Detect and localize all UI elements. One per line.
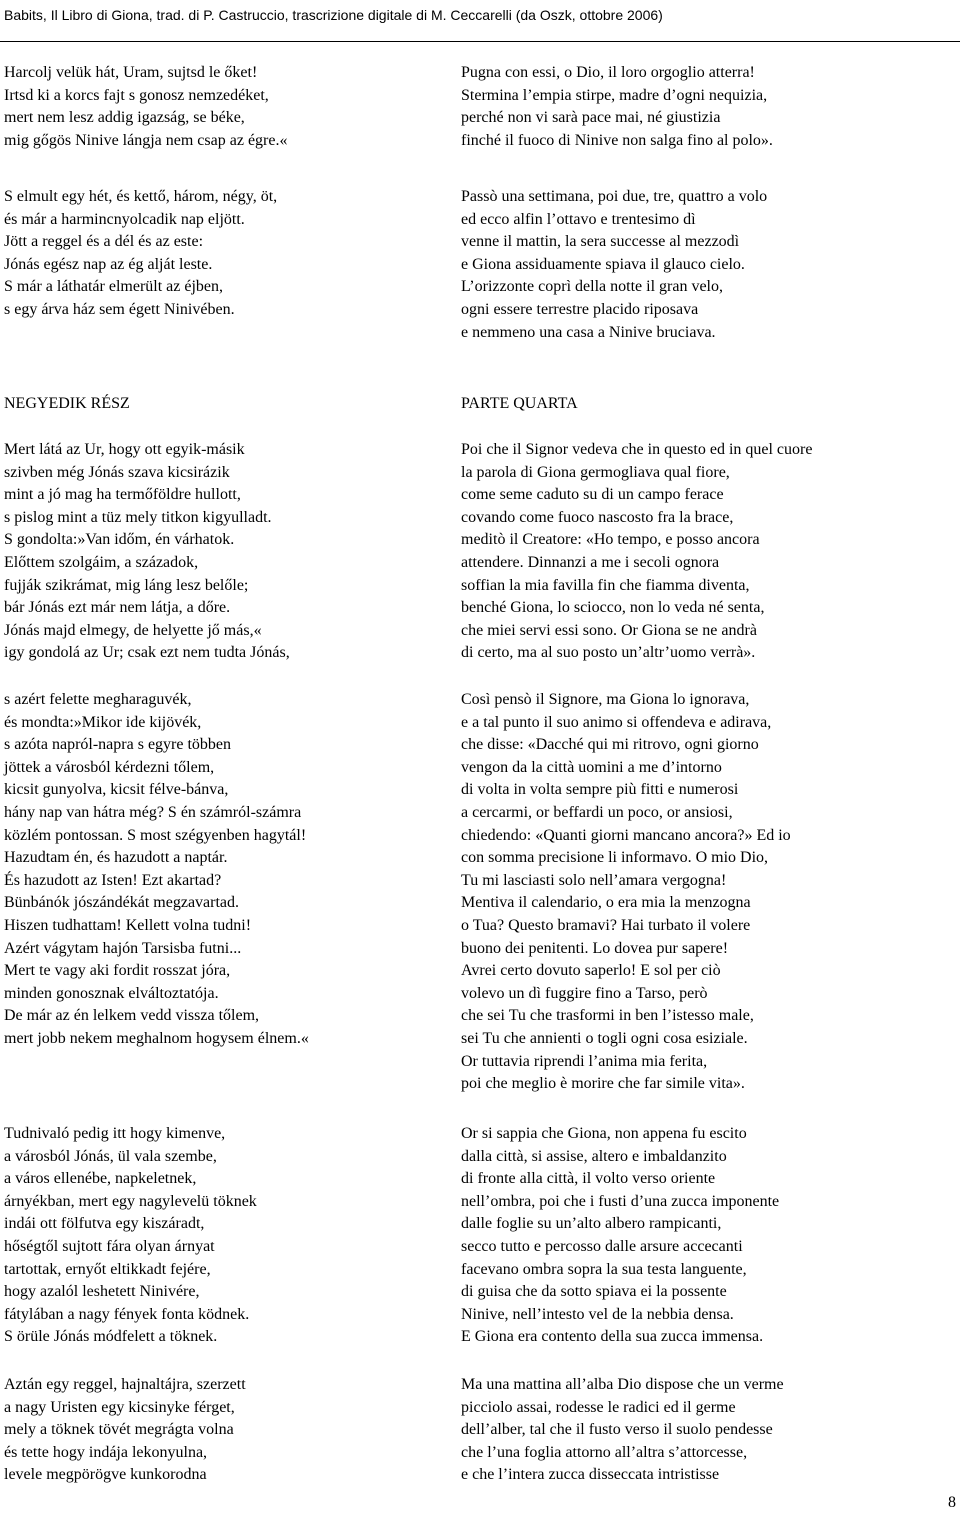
verse-line: e a tal punto il suo animo si offendeva e adirava, xyxy=(461,713,772,731)
verse-line: Jónás egész nap az ég alját leste. xyxy=(4,255,213,273)
verse-line: fátylában a nagy fények fonta ködnek. xyxy=(4,1305,250,1323)
verse-line: poi che meglio è morire che far simile vita». xyxy=(461,1075,745,1093)
verse-line: s pislog mint a tüz mely titkon kigyulladt. xyxy=(4,508,272,526)
verse-line: kicsit gunyolva, kicsit félve-bánva, xyxy=(4,781,229,799)
verse-line: perché non vi sarà pace mai, né giustizia xyxy=(461,109,721,127)
verse-line: di guisa che da sotto spiava ei la possente xyxy=(461,1283,727,1301)
verse-line: hőségtől sujtott fára olyan árnyat xyxy=(4,1237,215,1255)
verse-line: a városból Jónás, ül vala szembe, xyxy=(4,1147,217,1165)
verse-line: mert nem lesz addig igazság, se béke, xyxy=(4,109,245,127)
verse-line: a nagy Uristen egy kicsinyke férget, xyxy=(4,1398,235,1416)
it-stanza xyxy=(461,439,812,665)
verse-line: Poi che il Signor vedeva che in questo ed in quel cuore xyxy=(461,441,813,458)
verse-line: Mert látá az Ur, hogy ott egyik-másik xyxy=(4,441,245,458)
verse-line: Pugna con essi, o Dio, il loro orgoglio atterra! xyxy=(461,64,755,81)
verse-line: hogy azalól leshetett Ninivére, xyxy=(4,1283,200,1301)
verse-line: szivben még Jónás szava kicsirázik xyxy=(4,463,230,481)
verse-line: mely a töknek tövét megrágta volna xyxy=(4,1421,234,1439)
verse-line: volevo un dì fuggire fino a Tarso, però xyxy=(461,984,708,1002)
verse-line: secco tutto e percosso dalle arsure accecanti xyxy=(461,1237,743,1255)
verse-line: Hazudtam én, és hazudott a naptár. xyxy=(4,849,228,867)
verse-line: és tette hogy indája lekonyulna, xyxy=(4,1443,208,1461)
verse-line: És hazudott az Isten! Ezt akartad? xyxy=(4,871,222,889)
verse-line: indái ott fölfutva egy kiszáradt, xyxy=(4,1215,205,1233)
verse-line: bár Jónás ezt már nem látja, a dőre. xyxy=(4,599,231,617)
verse-line: benché Giona, lo sciocco, non lo veda né senta, xyxy=(461,599,765,617)
verse-line: Così pensò il Signore, ma Giona lo ignorava, xyxy=(461,691,750,708)
verse-line: finché il fuoco di Ninive non salga fino al polo». xyxy=(461,131,773,149)
verse-line: facevano ombra sopra la sua testa languente, xyxy=(461,1260,747,1278)
verse-line: dell’alber, tal che il fusto verso il suolo pendesse xyxy=(461,1421,773,1439)
verse-line: levele megpörögve kunkorodna xyxy=(4,1466,207,1484)
verse-line: jöttek a városból kérdezni tőlem, xyxy=(4,758,215,776)
verse-line: Mert te vagy aki fordit rosszat jóra, xyxy=(4,962,231,980)
verse-line: minden gonosznak elváltoztatója. xyxy=(4,984,219,1002)
verse-line: Ma una mattina all’alba Dio dispose che un verme xyxy=(461,1376,784,1393)
verse-line: mint a jó mag ha termőföldre hullott, xyxy=(4,486,241,504)
hu-stanza xyxy=(4,1123,257,1349)
verse-line: fujják szikrámat, mig láng lesz belőle; xyxy=(4,576,249,594)
verse-line: che miei servi essi sono. Or Giona se ne andrà xyxy=(461,621,757,639)
page-number: 8 xyxy=(948,1494,956,1511)
verse-line: di fronte alla città, il volto verso oriente xyxy=(461,1170,716,1188)
verse-line: meditò il Creatore: «Ho tempo, e posso ancora xyxy=(461,531,760,549)
verse-line: E Giona era contento della sua zucca immensa. xyxy=(461,1328,764,1346)
verse-line: covando come fuoco nascosto fra la brace, xyxy=(461,508,734,526)
verse-line: Azért vágytam hajón Tarsisba futni... xyxy=(4,939,242,957)
document-header: Babits, Il Libro di Giona, trad. di P. Castruccio, trascrizione digitale di M. Ceccarelli (da Oszk, ottobre 2006) xyxy=(4,7,663,23)
verse-line: Or si sappia che Giona, non appena fu escito xyxy=(461,1125,747,1142)
verse-line: mert jobb nekem meghalnom hogysem élnem.« xyxy=(4,1029,309,1047)
verse-line: Előttem szolgáim, a századok, xyxy=(4,553,199,571)
verse-line: hány nap van hátra még? S én számról-számra xyxy=(4,803,302,821)
verse-line: mig gőgös Ninive lángja nem csap az égre.« xyxy=(4,131,288,149)
verse-line: De már az én lelkem vedd vissza tőlem, xyxy=(4,1007,260,1025)
verse-line: Jött a reggel és a dél és az este: xyxy=(4,233,204,251)
verse-line: attendere. Dinnanzi a me i secoli ognora xyxy=(461,553,720,571)
verse-line: Aztán egy reggel, hajnaltájra, szerzett xyxy=(4,1376,246,1393)
verse-line: árnyékban, mert egy nagylevelü töknek xyxy=(4,1192,257,1210)
it-stanza xyxy=(461,1123,779,1349)
verse-line: és már a harmincnyolcadik nap eljött. xyxy=(4,210,245,228)
verse-line: con somma precisione li informavo. O mio Dio, xyxy=(461,849,769,867)
verse-line: ogni essere terrestre placido riposava xyxy=(461,300,699,318)
verse-line: e Giona assiduamente spiava il glauco cielo. xyxy=(461,255,745,273)
verse-line: come seme caduto su di un campo ferace xyxy=(461,486,724,504)
verse-line: a város ellenébe, napkeletnek, xyxy=(4,1170,197,1188)
hu-stanza xyxy=(4,186,277,322)
verse-line: S örüle Jónás módfelett a töknek. xyxy=(4,1328,218,1346)
verse-line: Tu mi lasciasti solo nell’amara vergogna! xyxy=(461,871,727,889)
verse-line: soffian la mia favilla fin che fiamma diventa, xyxy=(461,576,750,594)
verse-line: Tudnivaló pedig itt hogy kimenve, xyxy=(4,1125,226,1142)
verse-line: Jónás majd elmegy, de helyette jő más,« xyxy=(4,621,262,639)
verse-line: Stermina l’empia stirpe, madre d’ogni nequizia, xyxy=(461,86,768,104)
verse-line: Or tuttavia riprendi l’anima mia ferita, xyxy=(461,1052,708,1070)
verse-line: di volta in volta sempre più fitti e numerosi xyxy=(461,781,739,799)
verse-line: igy gondolá az Ur; csak ezt nem tudta Jónás, xyxy=(4,644,290,662)
verse-line: s azért felette megharaguvék, xyxy=(4,691,192,708)
verse-line: dalle foglie su un’alto albero rampicanti, xyxy=(461,1215,722,1233)
verse-line: Ninive, nell’intesto vel de la nebbia densa. xyxy=(461,1305,734,1323)
verse-line: tartottak, ernyőt eltikkadt fejére, xyxy=(4,1260,211,1278)
verse-line: Irtsd ki a korcs fajt s gonosz nemzedéket, xyxy=(4,86,269,104)
hu-stanza xyxy=(4,62,287,152)
hu-section-heading: NEGYEDIK RÉSZ xyxy=(4,395,130,412)
verse-line: nell’ombra, poi che i fusti d’una zucca imponente xyxy=(461,1192,780,1210)
verse-line: Hiszen tudhattam! Kellett volna tudni! xyxy=(4,916,252,934)
it-section-heading: PARTE QUARTA xyxy=(461,395,578,412)
verse-line: S gondolta:»Van időm, én várhatok. xyxy=(4,531,235,549)
it-stanza xyxy=(461,186,767,344)
verse-line: di certo, ma al suo posto un’altr’uomo verrà». xyxy=(461,644,756,662)
verse-line: Harcolj velük hát, Uram, sujtsd le őket! xyxy=(4,64,258,81)
verse-line: s egy árva ház sem égett Ninivében. xyxy=(4,300,235,318)
verse-line: chiedendo: «Quanti giorni mancano ancora?» Ed io xyxy=(461,826,791,844)
verse-line: és mondta:»Mikor ide kijövék, xyxy=(4,713,202,731)
hu-stanza xyxy=(4,439,290,665)
it-stanza xyxy=(461,62,773,152)
verse-line: che l’una foglia attorno all’altra s’attorcesse, xyxy=(461,1443,748,1461)
verse-line: vengon da la città uomini a me d’intorno xyxy=(461,758,722,776)
verse-line: S elmult egy hét, és kettő, három, négy, öt, xyxy=(4,188,278,205)
verse-line: L’orizzonte coprì della notte il gran velo, xyxy=(461,278,723,296)
verse-line: közlém pontossan. S most szégyenben hagytál! xyxy=(4,826,307,844)
verse-line: S már a láthatár elmerült az éjben, xyxy=(4,278,224,296)
verse-line: a cercarmi, or beffardi un poco, or ansiosi, xyxy=(461,803,733,821)
verse-line: o Tua? Questo bramavi? Hai turbato il volere xyxy=(461,916,751,934)
verse-line: Mentiva il calendario, o era mia la menzogna xyxy=(461,894,751,912)
verse-line: dalla città, si assise, altero e imbaldanzito xyxy=(461,1147,727,1165)
it-stanza xyxy=(461,1374,784,1487)
verse-line: sei Tu che annienti o togli ogni cosa esiziale. xyxy=(461,1029,748,1047)
verse-line: picciolo assai, rodesse le radici ed il germe xyxy=(461,1398,736,1416)
hu-stanza xyxy=(4,1374,246,1487)
it-stanza xyxy=(461,689,791,1096)
verse-line: che sei Tu che trasformi in ben l’istesso male, xyxy=(461,1007,754,1025)
hu-stanza xyxy=(4,689,309,1051)
verse-line: e che l’intera zucca disseccata intristisse xyxy=(461,1466,720,1484)
verse-line: la parola di Giona germogliava qual fiore, xyxy=(461,463,730,481)
header-rule xyxy=(0,41,960,42)
verse-line: s azóta napról-napra s egyre többen xyxy=(4,736,232,754)
verse-line: Avrei certo dovuto saperlo! E sol per ciò xyxy=(461,962,721,980)
verse-line: Passò una settimana, poi due, tre, quattro a volo xyxy=(461,188,768,205)
verse-line: che disse: «Dacché qui mi ritrovo, ogni giorno xyxy=(461,736,759,754)
verse-line: Bünbánók jószándékát megzavartad. xyxy=(4,894,240,912)
verse-line: e nemmeno una casa a Ninive bruciava. xyxy=(461,323,716,341)
verse-line: venne il mattin, la sera successe al mezzodì xyxy=(461,233,740,251)
verse-line: ed ecco alfin l’ottavo e trentesimo dì xyxy=(461,210,696,228)
verse-line: buono dei penitenti. Lo dovea pur sapere! xyxy=(461,939,729,957)
